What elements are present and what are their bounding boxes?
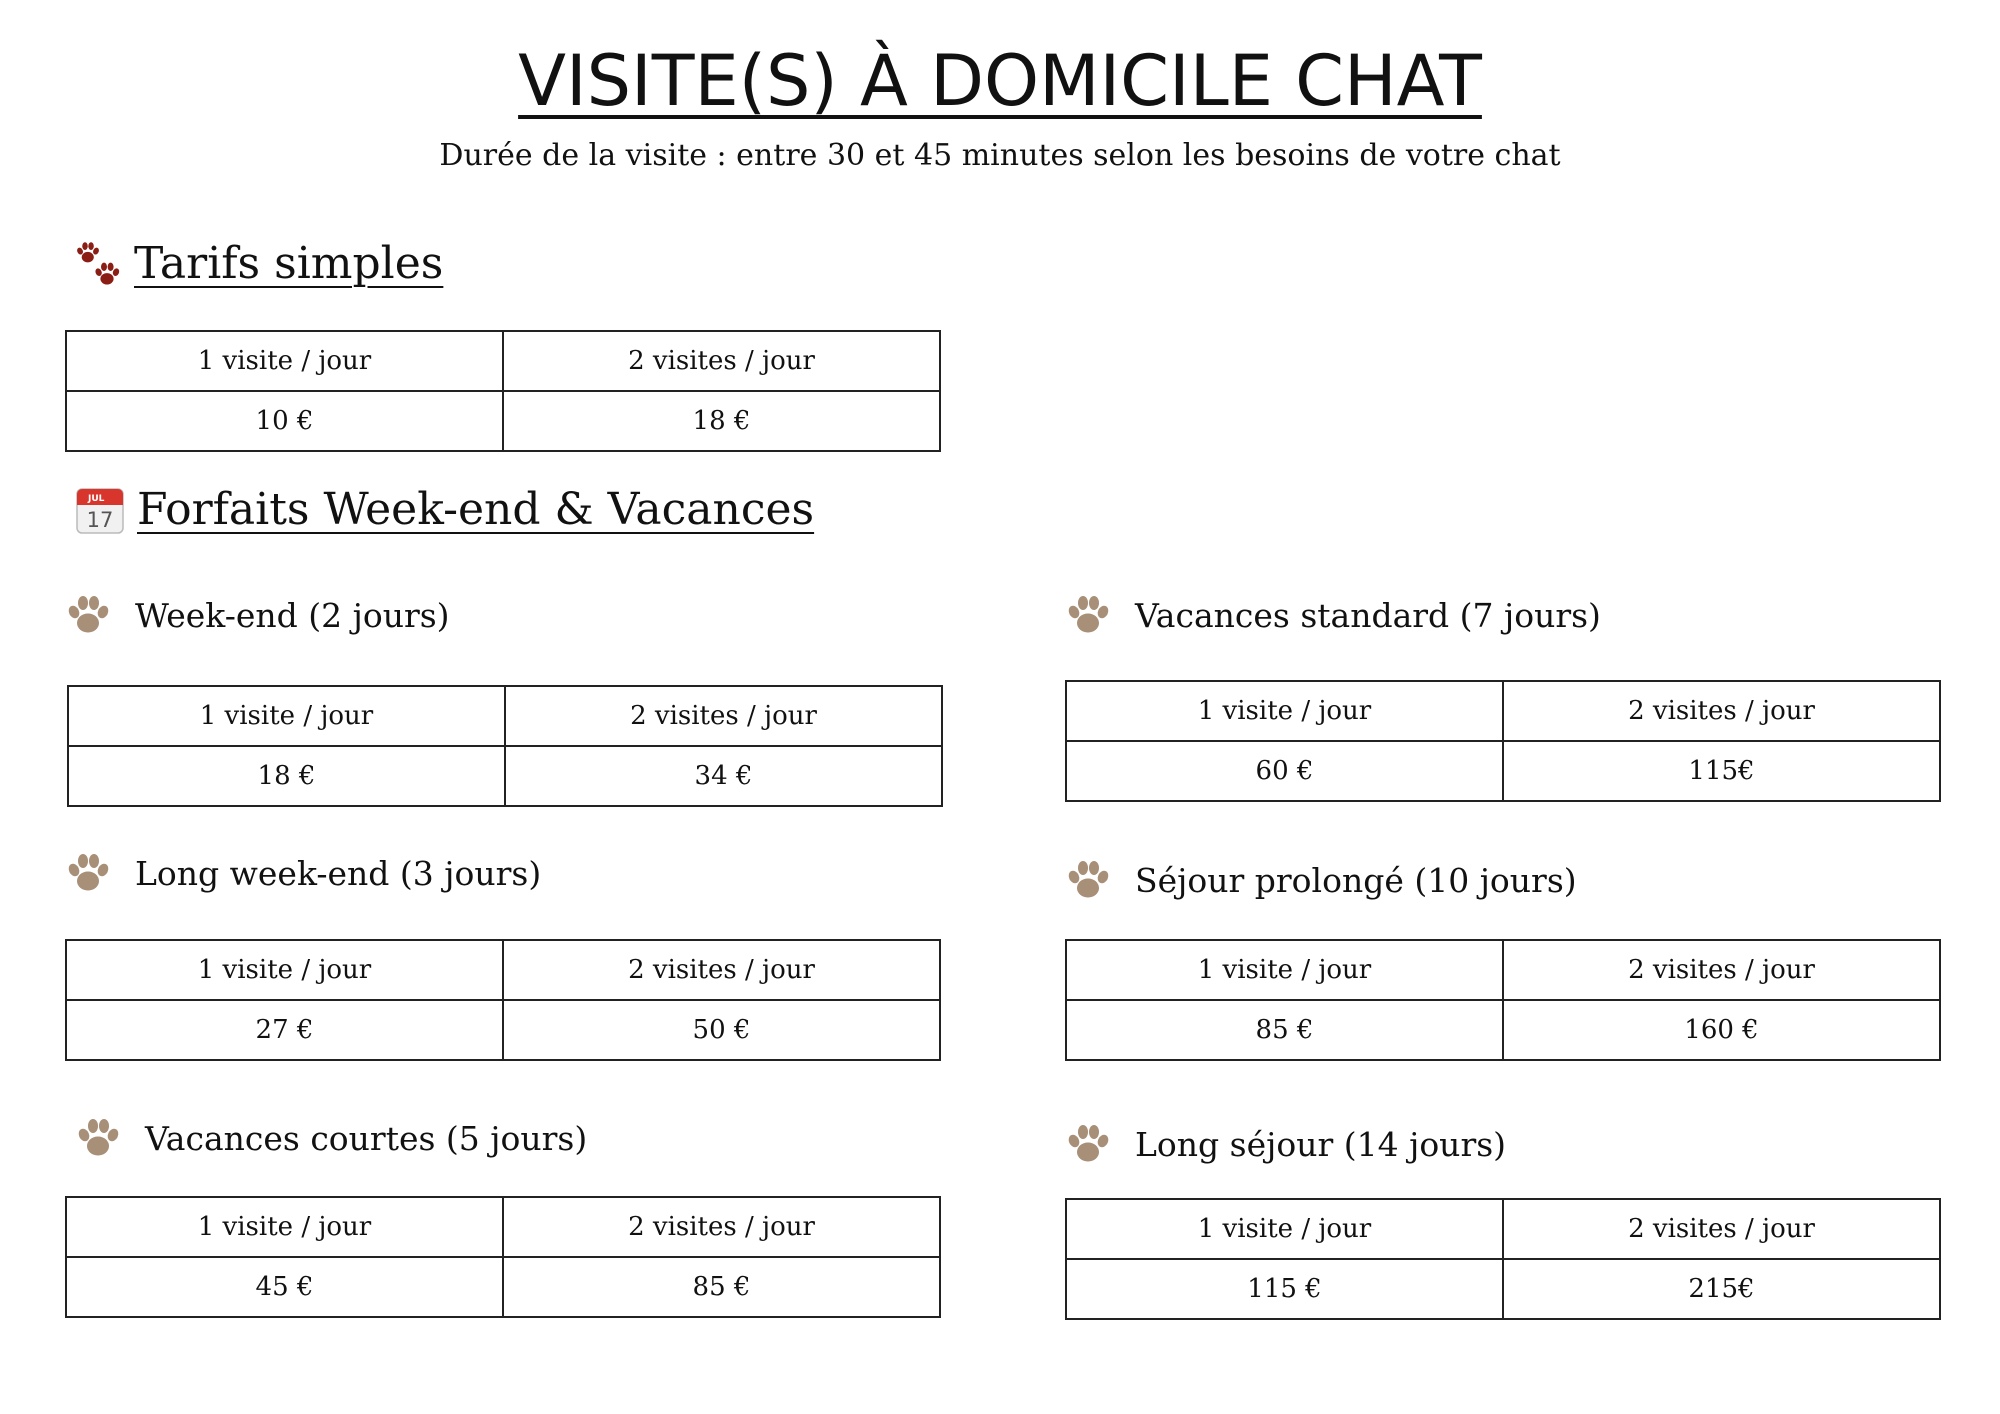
price-cell: 34 € [505, 746, 942, 806]
price-cell: 50 € [503, 1000, 940, 1060]
table-header: 2 visites / jour [503, 1197, 940, 1257]
package-price-table [1065, 1198, 1941, 1320]
price-cell: 115 € [1066, 1259, 1503, 1319]
price-cell: 10 € [66, 391, 503, 451]
section-heading-simple: Tarifs simples [72, 238, 443, 289]
table-header: 1 visite / jour [66, 1197, 503, 1257]
package-heading: Vacances standard (7 jours) [1063, 590, 1601, 640]
table-header: 1 visite / jour [66, 331, 503, 391]
package-heading: Long week-end (3 jours) [63, 848, 541, 898]
table-header: 1 visite / jour [66, 940, 503, 1000]
paw-icon [73, 1113, 123, 1163]
price-cell: 85 € [1066, 1000, 1503, 1060]
package-heading: Week-end (2 jours) [63, 590, 450, 640]
calendar-icon [75, 485, 125, 535]
package-price-table [67, 685, 943, 807]
paw-icon [1063, 590, 1113, 640]
price-cell: 215€ [1503, 1259, 1940, 1319]
table-header: 2 visites / jour [1503, 1199, 1940, 1259]
package-heading: Long séjour (14 jours) [1063, 1119, 1506, 1169]
package-heading: Séjour prolongé (10 jours) [1063, 855, 1577, 905]
section-heading-forfaits: JUL 17 Forfaits Week-end & Vacances [75, 484, 814, 535]
table-header: 2 visites / jour [1503, 940, 1940, 1000]
table-header: 1 visite / jour [1066, 681, 1503, 741]
table-header: 1 visite / jour [1066, 940, 1503, 1000]
price-cell: 60 € [1066, 741, 1503, 801]
table-header: 2 visites / jour [505, 686, 942, 746]
table-header: 2 visites / jour [503, 331, 940, 391]
package-price-table [1065, 680, 1941, 802]
price-cell: 115€ [1503, 741, 1940, 801]
price-cell: 18 € [68, 746, 505, 806]
paw-icon [1063, 1119, 1113, 1169]
package-price-table [65, 1196, 941, 1318]
page-subtitle: Durée de la visite : entre 30 et 45 minutes selon les besoins de votre chat [439, 138, 1561, 173]
paw-prints-icon [72, 239, 122, 289]
package-price-table [1065, 939, 1941, 1061]
page-title: VISITE(S) À DOMICILE CHAT [518, 40, 1482, 122]
simple-price-table [65, 330, 941, 452]
price-cell: 160 € [1503, 1000, 1940, 1060]
price-cell: 18 € [503, 391, 940, 451]
paw-icon [1063, 855, 1113, 905]
price-cell: 45 € [66, 1257, 503, 1317]
package-heading: Vacances courtes (5 jours) [73, 1113, 587, 1163]
package-price-table [65, 939, 941, 1061]
calendar-month: JUL [88, 493, 105, 504]
table-header: 1 visite / jour [1066, 1199, 1503, 1259]
table-header: 2 visites / jour [1503, 681, 1940, 741]
paw-icon [63, 848, 113, 898]
table-header: 2 visites / jour [503, 940, 940, 1000]
table-header: 1 visite / jour [68, 686, 505, 746]
paw-icon [63, 590, 113, 640]
calendar-day: 17 [86, 507, 114, 532]
price-cell: 27 € [66, 1000, 503, 1060]
price-cell: 85 € [503, 1257, 940, 1317]
